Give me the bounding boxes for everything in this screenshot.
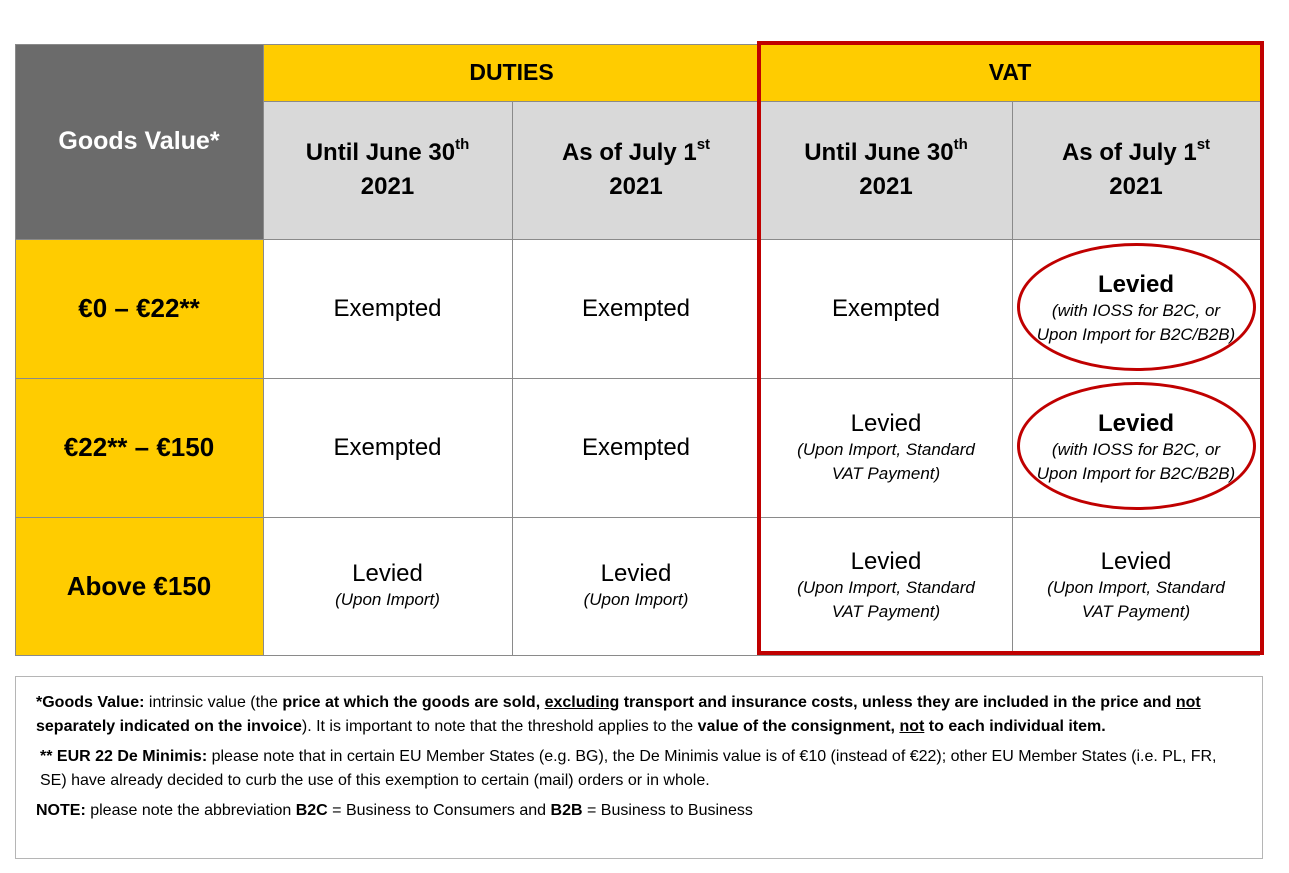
row-label-22-150	[15, 378, 263, 517]
until-sup: th	[455, 136, 470, 153]
duties-header	[263, 44, 760, 101]
footnote-bold: separately indicated on the invoice	[36, 718, 302, 735]
grid-line	[15, 655, 1260, 656]
cell-duties-until	[263, 239, 512, 378]
cell-value: Exempted	[831, 294, 941, 322]
duties-asof-header	[512, 101, 760, 239]
footnote-underline: excluding	[544, 694, 620, 711]
footnote-text: intrinsic value (the	[144, 694, 283, 711]
cell-value: Exempted	[333, 433, 442, 461]
until-label: Until June 30	[804, 139, 954, 166]
cell-value: Levied	[1097, 270, 1175, 298]
goods-value-header	[15, 44, 263, 239]
goods-value-label: *Goods Value:	[36, 694, 145, 711]
cell-value: Exempted	[581, 294, 691, 322]
note-label: NOTE:	[36, 802, 86, 819]
footnote-bold: B2B	[550, 802, 583, 819]
footnote-box	[15, 676, 1263, 859]
cell-value: Levied	[600, 560, 672, 587]
cell-value: Exempted	[581, 433, 691, 461]
cell-note: (Upon Import, Standard VAT Payment)	[1047, 578, 1225, 621]
asof-label: As of July 1	[561, 139, 697, 166]
cell-value: Levied	[1097, 409, 1175, 437]
cell-duties-until	[263, 378, 512, 517]
abbreviation-note	[36, 799, 1242, 823]
footnote-bold: transport and insurance costs, unless they are included in the price and	[619, 694, 1176, 711]
row-label: Above €150	[66, 570, 212, 601]
highlight-ellipse	[1017, 243, 1256, 371]
grid-line	[15, 44, 16, 655]
cell-note: (Upon Import)	[335, 590, 440, 609]
highlight-ellipse	[1017, 382, 1256, 510]
cell-duties-until	[263, 517, 512, 655]
cell-value: Levied	[1100, 548, 1172, 575]
footnote-bold: to each individual item.	[924, 718, 1106, 735]
year-label: 2021	[1109, 173, 1163, 200]
until-sup: th	[953, 136, 968, 153]
footnote-text: = Business to Consumers and	[327, 802, 551, 819]
row-label-0-22	[15, 239, 263, 378]
footnote-bold: value of the consignment,	[697, 718, 900, 735]
footnote-text: please note that in certain EU Member States (e.g. BG), the De Minimis value is of €10 (instead of €22); other EU Member States (i.e. PL, FR, SE) have already decided to curb the use of this exemption to certain (mail) orders or in whole.	[40, 748, 1217, 789]
cell-value: Exempted	[333, 294, 442, 322]
vat-header-label: VAT	[988, 59, 1032, 85]
footnote-text: = Business to Business	[582, 802, 753, 819]
deminimis-label: ** EUR 22 De Minimis:	[40, 748, 208, 765]
cell-value: Levied	[850, 548, 922, 575]
cell-note: (with IOSS for B2C, or Upon Import for B2C/B2B)	[1036, 300, 1236, 344]
deminimis-footnote	[36, 745, 1242, 793]
footnote-text: ). It is important to note that the threshold applies to the	[301, 718, 698, 735]
grid-line	[263, 44, 264, 655]
duties-until-header	[263, 101, 512, 239]
footnote-underline: not	[899, 718, 925, 735]
cell-note: (with IOSS for B2C, or Upon Import for B2C/B2B)	[1036, 439, 1236, 483]
cell-duties-asof	[512, 239, 760, 378]
footnote-bold: B2C	[295, 802, 328, 819]
cell-note: (Upon Import, Standard VAT Payment)	[797, 439, 975, 483]
until-label: Until June 30	[305, 139, 456, 166]
year-label: 2021	[609, 173, 663, 200]
row-label-above-150	[15, 517, 263, 655]
footnote-bold: price at which the goods are sold,	[282, 694, 545, 711]
cell-note: (Upon Import)	[583, 590, 689, 609]
cell-note: (Upon Import, Standard VAT Payment)	[797, 578, 975, 621]
footnote-text: please note the abbreviation	[85, 802, 296, 819]
cell-value: Levied	[352, 560, 423, 587]
asof-label: As of July 1	[1061, 139, 1197, 166]
cell-duties-asof	[512, 378, 760, 517]
year-label: 2021	[859, 173, 913, 200]
duties-header-label: DUTIES	[469, 59, 554, 85]
row-label: €22** – €150	[63, 432, 215, 462]
cell-value: Levied	[850, 409, 922, 437]
row-label: €0 – €22**	[78, 293, 200, 323]
goods-value-header-label: Goods Value*	[58, 127, 220, 155]
goods-value-footnote	[36, 691, 1242, 739]
footnote-underline: not	[1175, 694, 1201, 711]
cell-duties-asof	[512, 517, 760, 655]
grid-line	[512, 101, 513, 655]
asof-sup: st	[1196, 136, 1211, 153]
asof-sup: st	[696, 136, 711, 153]
year-label: 2021	[360, 173, 415, 200]
